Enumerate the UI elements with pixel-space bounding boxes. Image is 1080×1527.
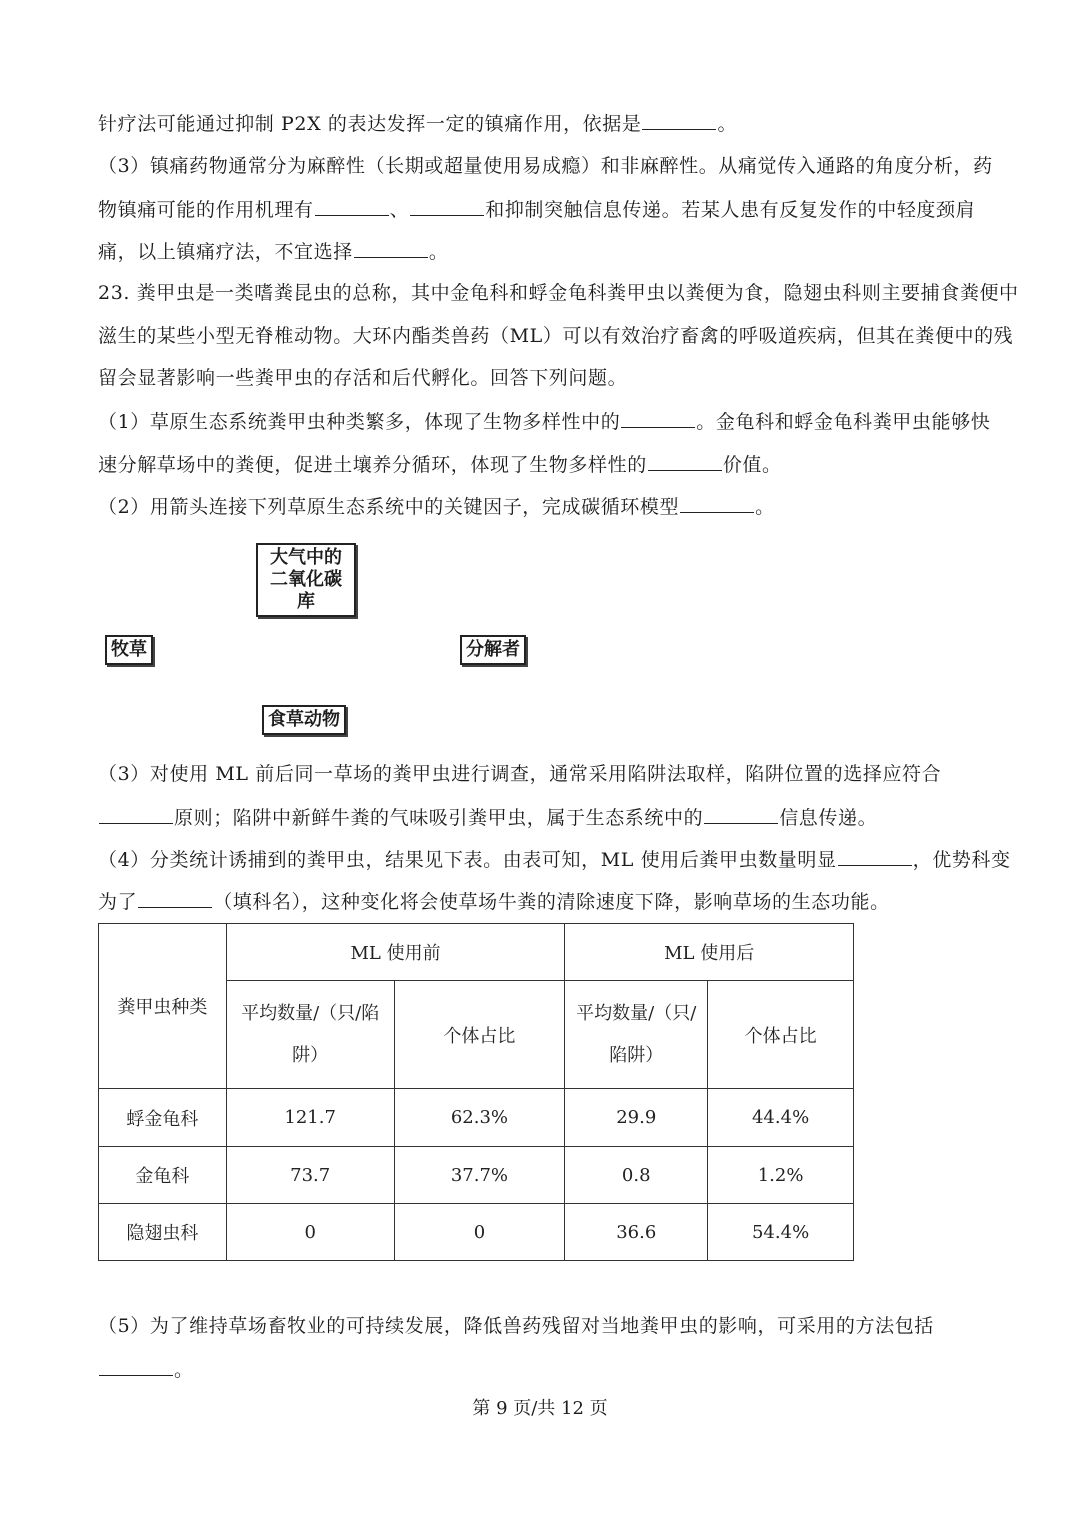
- table-row: [99, 1147, 854, 1204]
- answer-blank[interactable]: [648, 452, 722, 471]
- answer-blank[interactable]: [642, 111, 716, 130]
- line-text: 针疗法可能通过抑制 P2X 的表达发挥一定的镇痛作用，依据是: [98, 113, 642, 135]
- answer-blank[interactable]: [99, 1357, 173, 1376]
- table-row: [99, 1204, 854, 1261]
- column-header: 平均数量/（只/陷阱）: [226, 981, 394, 1089]
- box-label: 大气中的: [270, 547, 342, 568]
- table-cell: 0.8: [565, 1147, 708, 1204]
- box-label: 二氧化碳库: [270, 569, 342, 612]
- line-text: 痛，以上镇痛疗法，不宜选择: [98, 241, 353, 263]
- line-text: 。金龟科和蜉金龟科粪甲虫能够快: [696, 411, 991, 433]
- text-line: [98, 154, 993, 178]
- text-line: [98, 762, 941, 786]
- table-row: [99, 1089, 854, 1147]
- table-cell: 蜉金龟科: [99, 1089, 227, 1147]
- text-line: [98, 197, 975, 222]
- table-cell: 0: [226, 1204, 394, 1261]
- line-text: （1）草原生态系统粪甲虫种类繁多，体现了生物多样性中的: [98, 411, 621, 433]
- table-cell: 121.7: [226, 1089, 394, 1147]
- answer-blank[interactable]: [99, 805, 173, 824]
- text-line: [98, 805, 877, 830]
- line-text: 信息传递。: [779, 807, 878, 829]
- line-text: 留会显著影响一些粪甲虫的存活和后代孵化。回答下列问题。: [98, 367, 628, 389]
- table-cell: 44.4%: [708, 1089, 854, 1147]
- group-header-after: ML 使用后: [565, 924, 854, 981]
- line-text: ，优势科变: [912, 849, 1011, 871]
- line-text: 。: [174, 1359, 194, 1381]
- column-header: 个体占比: [394, 981, 565, 1089]
- column-header: 个体占比: [708, 981, 854, 1089]
- grass-box: [105, 635, 153, 665]
- answer-blank[interactable]: [704, 805, 778, 824]
- answer-blank[interactable]: [138, 889, 212, 908]
- column-header: 平均数量/（只/陷阱）: [565, 981, 708, 1089]
- line-text: （2）用箭头连接下列草原生态系统中的关键因子，完成碳循环模型: [98, 496, 680, 518]
- answer-blank[interactable]: [410, 197, 484, 216]
- line-text: 和抑制突触信息传递。若某人患有反复发作的中轻度颈肩: [485, 199, 976, 221]
- table-cell: 0: [394, 1204, 565, 1261]
- answer-blank[interactable]: [315, 197, 389, 216]
- line-text: 。: [428, 241, 449, 263]
- line-text: 。: [755, 496, 775, 518]
- decomposer-box: [460, 635, 526, 665]
- line-text: 。: [717, 113, 738, 135]
- table-cell: 1.2%: [708, 1147, 854, 1204]
- line-text: （3）对使用 ML 前后同一草场的粪甲虫进行调查，通常采用陷阱法取样，陷阱位置的选择应符合: [98, 763, 942, 785]
- text-line: [98, 366, 627, 390]
- line-text: 滋生的某些小型无脊椎动物。大环内酯类兽药（ML）可以有效治疗畜禽的呼吸道疾病，但其在粪便中的残: [98, 325, 1014, 347]
- table-cell: 29.9: [565, 1089, 708, 1147]
- box-label: 食草动物: [268, 709, 340, 730]
- text-line: [98, 847, 1011, 872]
- group-header-before: ML 使用前: [226, 924, 565, 981]
- line-text: 物镇痛可能的作用机理有: [98, 199, 314, 221]
- answer-blank[interactable]: [680, 494, 754, 513]
- page-footer: 第 9 页/共 12 页: [472, 1398, 608, 1419]
- line-text: （3）镇痛药物通常分为麻醉性（长期或超量使用易成瘾）和非麻醉性。从痛觉传入通路的角度分析，药: [98, 155, 993, 177]
- line-text: 、: [389, 199, 410, 221]
- table-cell: 金龟科: [99, 1147, 227, 1204]
- text-line: [98, 409, 990, 434]
- atmosphere-co2-box: [256, 543, 356, 617]
- line-text: 原则；陷阱中新鲜牛粪的气味吸引粪甲虫，属于生态系统中的: [174, 807, 704, 829]
- line-text: （4）分类统计诱捕到的粪甲虫，结果见下表。由表可知，ML 使用后粪甲虫数量明显: [98, 849, 837, 871]
- text-line: [98, 239, 448, 264]
- beetle-table: [98, 923, 854, 1261]
- answer-blank[interactable]: [354, 239, 428, 258]
- answer-blank[interactable]: [621, 409, 695, 428]
- line-text: 价值。: [722, 454, 782, 476]
- table-cell: 62.3%: [394, 1089, 565, 1147]
- box-label: 分解者: [466, 639, 520, 660]
- text-line: [98, 281, 1019, 305]
- table-cell: 73.7: [226, 1147, 394, 1204]
- line-text: （5）为了维持草场畜牧业的可持续发展，降低兽药残留对当地粪甲虫的影响，可采用的方法包括: [98, 1315, 934, 1337]
- text-line: [98, 111, 737, 136]
- line-text: 23. 粪甲虫是一类嗜粪昆虫的总称，其中金龟科和蜉金龟科粪甲虫以粪便为食，隐翅虫科则主要捕食粪便中: [98, 282, 1019, 304]
- line-text: 为了: [98, 891, 138, 913]
- herbivore-box: [262, 705, 346, 735]
- text-line: [98, 1314, 934, 1338]
- table-cell: 36.6: [565, 1204, 708, 1261]
- text-line: [98, 452, 782, 477]
- table-cell: 37.7%: [394, 1147, 565, 1204]
- row-header-cell: 粪甲虫种类: [99, 924, 227, 1089]
- box-label: 牧草: [111, 639, 147, 660]
- text-line: [98, 494, 775, 519]
- text-line: [98, 324, 1013, 348]
- line-text: （填科名），这种变化将会使草场牛粪的清除速度下降，影响草场的生态功能。: [213, 891, 890, 913]
- table-cell: 54.4%: [708, 1204, 854, 1261]
- text-line: [98, 1357, 194, 1382]
- answer-blank[interactable]: [838, 847, 912, 866]
- line-text: 速分解草场中的粪便，促进土壤养分循环，体现了生物多样性的: [98, 454, 647, 476]
- table-cell: 隐翅虫科: [99, 1204, 227, 1261]
- text-line: [98, 889, 890, 914]
